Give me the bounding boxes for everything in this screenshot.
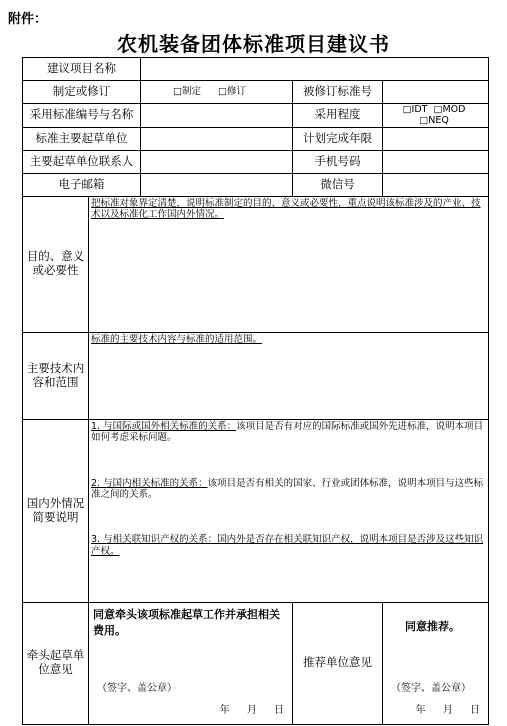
revise-type-options xyxy=(141,81,293,104)
option-establish[interactable]: □制定 xyxy=(173,86,201,98)
recommend-sign-note: （签字、盖公章） xyxy=(391,682,471,694)
row-purpose xyxy=(23,196,489,332)
row-adopted-std xyxy=(23,104,489,128)
adopt-degree-label: 采用程度 xyxy=(293,104,383,128)
purpose-field[interactable] xyxy=(89,196,489,332)
phone-field[interactable] xyxy=(383,150,489,173)
recommend-opinion-text: 同意推荐。 xyxy=(405,619,460,633)
wechat-label: 微信号 xyxy=(293,173,383,196)
project-name-field[interactable] xyxy=(141,58,489,81)
situation-para-1-text: 该项目是否有对应的国际标准或国外先进标准，说明本项目如何考虑采标问题。 xyxy=(91,420,484,444)
purpose-hint: 把标准对象界定清楚，说明标准制定的目的、意义或必要性，重点说明该标准涉及的产业、技术以及标准化工作国内外情况。 xyxy=(91,197,481,221)
email-label: 电子邮箱 xyxy=(23,173,141,196)
revised-std-no-label: 被修订标准号 xyxy=(293,81,383,104)
proposal-form-table xyxy=(22,57,489,725)
revised-std-no-field[interactable] xyxy=(383,81,489,104)
adopted-std-field[interactable] xyxy=(141,104,293,128)
plan-date-label: 计划完成年限 xyxy=(293,127,383,150)
tech-hint: 标准的主要技术内容与标准的适用范围。 xyxy=(91,333,263,345)
recommend-date: 年 月 日 xyxy=(415,704,481,716)
row-project-name xyxy=(23,58,489,81)
lead-opinion-text: 同意牵头该项标准起草工作并承担相关费用。 xyxy=(93,607,280,637)
lead-opinion-field[interactable] xyxy=(89,602,293,724)
option-neq[interactable]: □NEQ xyxy=(419,115,449,127)
recommend-opinion-field[interactable] xyxy=(383,602,489,724)
contact-label: 主要起草单位联系人 xyxy=(23,150,141,173)
revise-type-label: 制定或修订 xyxy=(23,81,141,104)
tech-label: 主要技术内容和范围 xyxy=(23,332,89,419)
situation-para-1 xyxy=(91,421,486,444)
row-opinions xyxy=(23,602,489,724)
situation-para-3-title: 3. 与相关联知识产权的关系： xyxy=(91,534,218,546)
option-mod[interactable]: □MOD xyxy=(433,104,466,115)
lead-date: 年 月 日 xyxy=(219,704,284,716)
project-name-label: 建议项目名称 xyxy=(23,58,141,81)
situation-label: 国内外情况简要说明 xyxy=(23,419,89,602)
row-revise-type xyxy=(23,81,489,104)
plan-date-field[interactable] xyxy=(383,127,489,150)
wechat-field[interactable] xyxy=(383,173,489,196)
row-situation xyxy=(23,419,489,602)
row-contact xyxy=(23,150,489,173)
document-title: 农机装备团体标准项目建议书 xyxy=(117,32,390,56)
situation-para-2 xyxy=(91,478,486,501)
row-email xyxy=(23,173,489,196)
option-revise[interactable]: □修订 xyxy=(218,86,246,98)
situation-para-2-text: 该项目是否有相关的国家、行业或团体标准，说明本项目与这些标准之间的关系。 xyxy=(91,477,484,500)
main-drafter-field[interactable] xyxy=(141,127,293,150)
adopt-degree-options xyxy=(383,104,489,128)
email-field[interactable] xyxy=(141,173,293,196)
situation-para-2-title: 2. 与国内相关标准的关系： xyxy=(91,477,208,489)
situation-para-3 xyxy=(91,534,486,557)
situation-field[interactable] xyxy=(89,419,489,602)
tech-field[interactable] xyxy=(89,332,489,419)
main-drafter-label: 标准主要起草单位 xyxy=(23,127,141,150)
row-tech xyxy=(23,332,489,419)
row-main-drafter xyxy=(23,127,489,150)
lead-sign-note: （签字、盖公章） xyxy=(97,682,177,694)
purpose-label: 目的、意义或必要性 xyxy=(23,196,89,332)
lead-opinion-label: 牵头起草单位意见 xyxy=(23,602,89,724)
contact-field[interactable] xyxy=(141,150,293,173)
situation-para-1-title: 1. 与国际或国外相关标准的关系： xyxy=(91,420,237,432)
option-idt[interactable]: □IDT xyxy=(402,104,428,115)
recommend-opinion-label: 推荐单位意见 xyxy=(293,602,383,724)
situation-para-3-text: 国内外是否存在相关联知识产权，说明本项目是否涉及这些知识产权。 xyxy=(91,534,484,557)
adopted-std-label: 采用标准编号与名称 xyxy=(23,104,141,128)
phone-label: 手机号码 xyxy=(293,150,383,173)
attachment-label: 附件： xyxy=(8,12,48,27)
